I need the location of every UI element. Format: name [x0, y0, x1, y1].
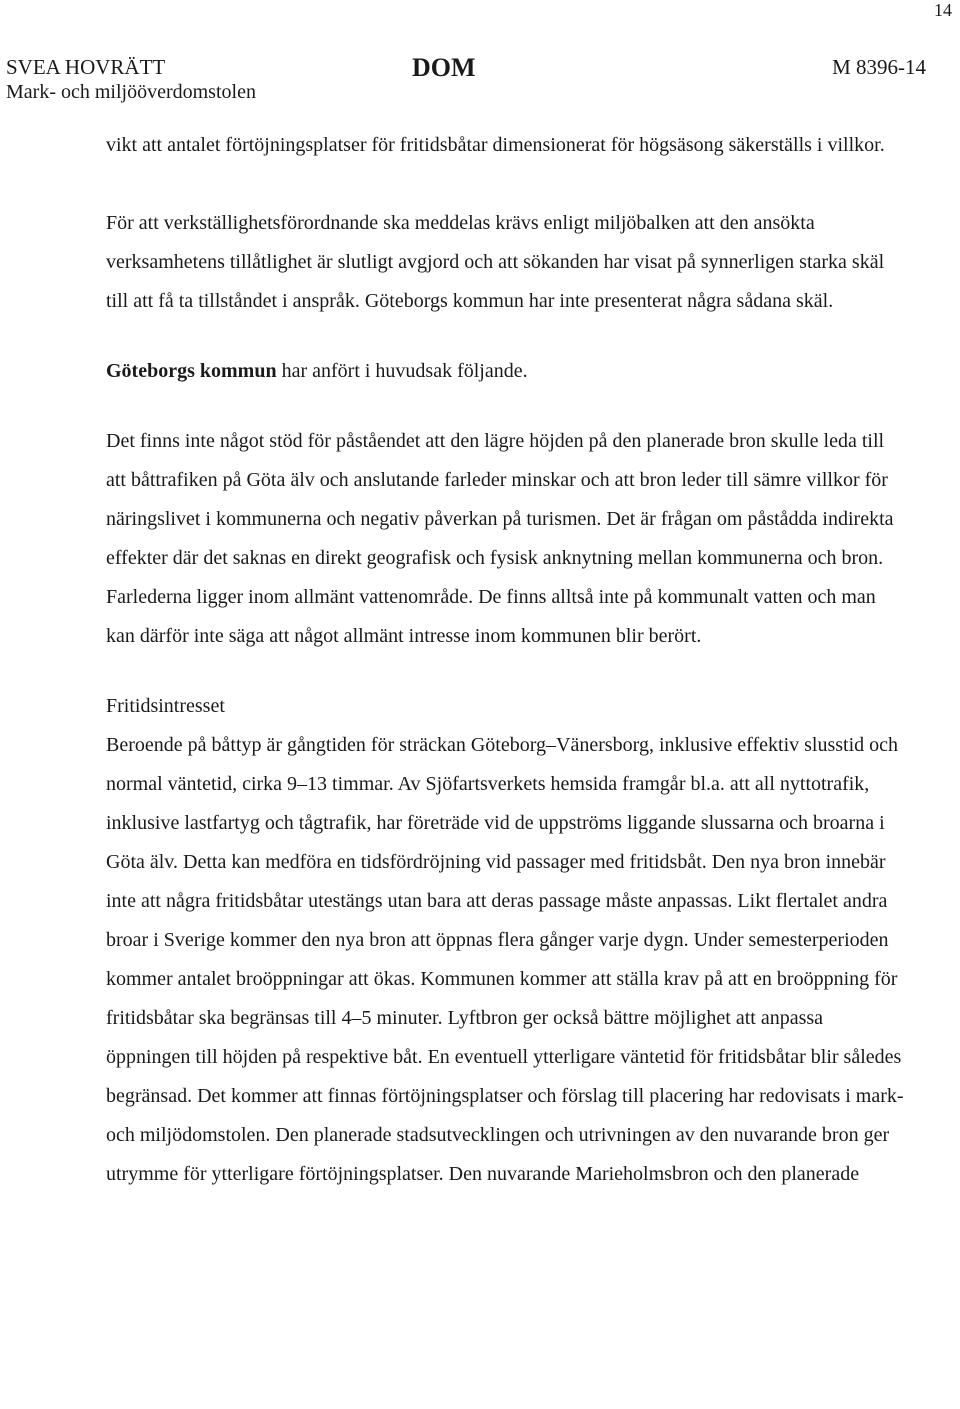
page-number: 14	[934, 0, 952, 20]
court-name: SVEA HOVRÄTT	[6, 55, 166, 79]
spacer	[106, 165, 906, 204]
paragraph-stod: Det finns inte något stöd för påståendet att den lägre höjden på den planerade bron skulle leda till att båttrafiken på Göta älv och anslutande farleder minskar och att bron leder till sämre villkor för näringslivet i kommunerna och negativ påverkan på turismen. Det är frågan om påstådda indirekta effekter där det saknas en direkt geografisk och fysisk anknytning mellan kommunerna och bron. Farlederna ligger inom allmänt vattenområde. De finns alltså inte på kommunalt vatten och man kan därför inte säga att något allmänt intresse inom kommunen blir berört.	[106, 430, 894, 647]
paragraph-kommun-intro-text: har anfört i huvudsak följande.	[276, 360, 528, 382]
paragraph-kommun-intro	[106, 352, 906, 391]
case-number: M 8396-14	[832, 55, 926, 79]
court-block	[6, 55, 256, 105]
spacer	[106, 656, 906, 687]
paragraph-verkstallighet: För att verkställighetsförordnande ska meddelas krävs enligt miljöbalken att den ansökta verksamhetens tillåtlighet är slutligt avgjord och att sökanden har visat på synnerligen starka skäl till att få ta tillståndet i anspråk. Göteborgs kommun har inte presenterat några sådana skäl.	[106, 212, 885, 312]
paragraph-villkor: vikt att antalet förtöjningsplatser för fritidsbåtar dimensionerat för högsäsong säkerställs i villkor.	[106, 134, 885, 156]
document-header	[6, 55, 926, 105]
spacer	[106, 391, 906, 422]
section-heading: Fritidsintresset	[106, 695, 225, 717]
document-type: DOM	[412, 53, 476, 82]
party-name: Göteborgs kommun	[106, 360, 277, 382]
document-body	[106, 126, 906, 1194]
paragraph-fritidsintresset: Beroende på båttyp är gångtiden för sträckan Göteborg–Vänersborg, inklusive effektiv slusstid och normal väntetid, cirka 9–13 timmar. Av Sjöfartsverkets hemsida framgår bl.a. att all nyttotrafik, inklusive lastfartyg och tågtrafik, har företräde vid de uppströms liggande slussarna och broarna i Göta älv. Detta kan medföra en tidsfördröjning vid passager med fritidsbåt. Den nya bron innebär inte att några fritidsbåtar utestängs utan bara att deras passage måste anpassas. Likt flertalet andra broar i Sverige kommer den nya bron att öppnas flera gånger varje dygn. Under semesterperioden kommer antalet broöppningar att ökas. Kommunen kommer att ställa krav på att en broöppning för fritidsbåtar ska begränsas till 4–5 minuter. Lyftbron ger också bättre möjlighet att anpassa öppningen till höjden på respektive båt. En eventuell ytterligare väntetid för fritidsbåtar blir således begränsad. Det kommer att finnas förtöjningsplatser och förslag till placering har redovisats i mark- och miljödomstolen. Den planerade stadsutvecklingen och utrivningen av den nuvarande bron ger utrymme för ytterligare förtöjningsplatser. Den nuvarande Marieholmsbron och den planerade	[106, 734, 904, 1185]
court-division: Mark- och miljööverdomstolen	[6, 81, 256, 103]
spacer	[106, 321, 906, 352]
